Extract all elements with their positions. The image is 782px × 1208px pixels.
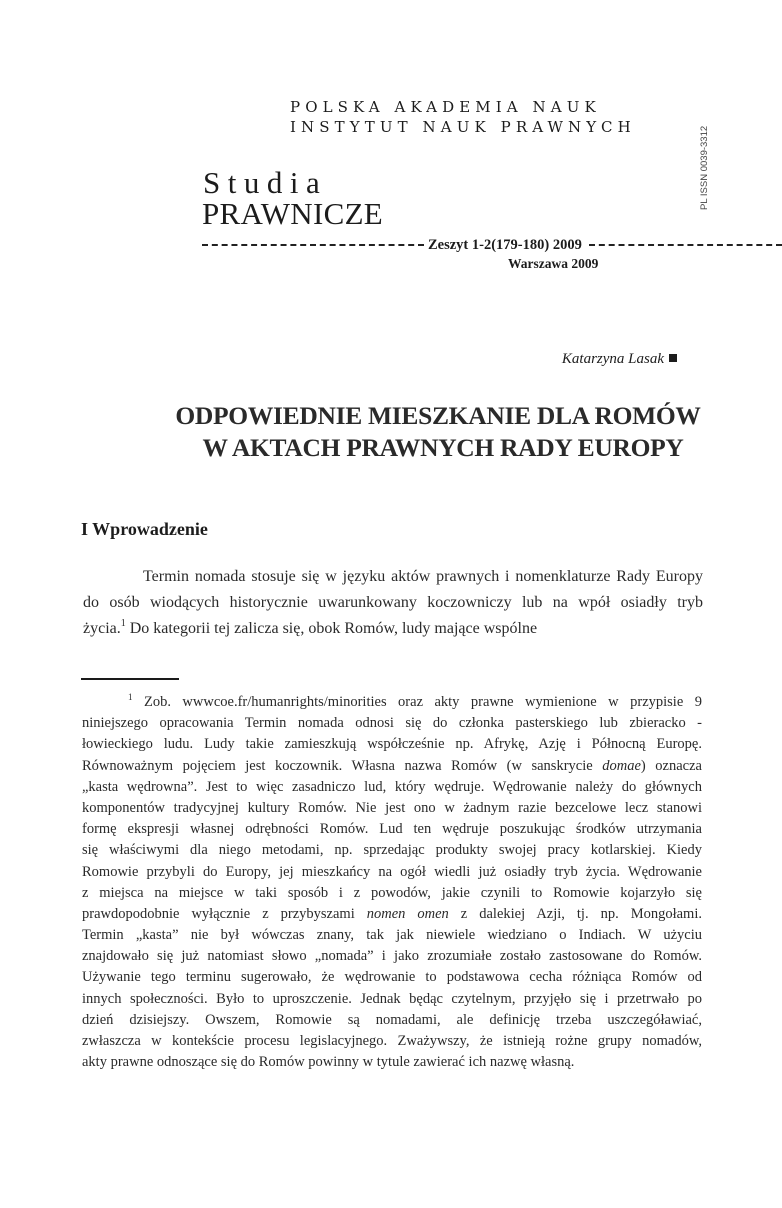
issue-row: [202, 235, 782, 255]
footnote-line: formę ekspresji własnej odrębności Romów. Lud ten wędruje poszukując środków utrzymania: [82, 821, 702, 838]
paragraph-line: życia.$^1$ Do kategorii tej zalicza się, obok Romów, ludy mające wspólne: [83, 618, 538, 637]
footnote: [82, 692, 702, 1073]
issn-label: [699, 110, 713, 210]
footnote-number: 1: [128, 692, 133, 702]
author-name: Katarzyna Lasak: [561, 351, 664, 367]
journal-title-word1: Studia: [203, 165, 328, 200]
footnote-separator: [81, 678, 179, 680]
footnote-line: znajdowało się już natomiast słowo „nomada” i jako zrozumiałe zostało zastosowane do Romów.: [82, 948, 702, 965]
footnote-line: akty prawne odnoszące się do Romów powinny w tytule zawierać ich nazwę własną.: [82, 1054, 575, 1071]
footnote-line: prawdopodobnie wyłącznie z przybyszami nomen omen z dalekiej Azji, tj. np. Mongołami.: [82, 905, 702, 922]
footnote-line: Romowie przybyli do Europy, jej mieszkańcy na ogół wiedli już osiadły tryb życia. Wędrowanie: [82, 863, 702, 880]
article-title-line2: W AKTACH PRAWNYCH RADY EUROPY: [202, 433, 684, 462]
dashed-rule-left: [202, 244, 424, 246]
footnote-line: innych społeczności. Było to uproszczenie. Jednak będąc czytelnym, przyjęło się i przetrwało po: [82, 990, 702, 1007]
author-byline: [562, 351, 677, 368]
footnote-line: niniejszego opracowania Termin nomada odnosi się do członka pasterskiego lub zbieracko -: [82, 715, 702, 732]
footnote-line: $^1$ Zob. wwwcoe.fr/humanrights/minorities oraz akty prawne wymienione w przypisie 9: [128, 692, 702, 710]
footnote-reference[interactable]: 1: [120, 618, 126, 629]
italic-term: domae: [602, 757, 641, 774]
article-title-line1: ODPOWIEDNIE MIESZKANIE DLA ROMÓW: [175, 401, 701, 430]
footnote-line: Używanie tego terminu sugerowało, że wędrowanie to podstawowa cecha różniąca Romów od: [82, 969, 702, 986]
place-year: Warszawa 2009: [508, 256, 599, 271]
institution-name: POLSKA AKADEMIA NAUK: [290, 98, 601, 116]
square-bullet-icon: [669, 354, 677, 362]
dashed-rule-right: [589, 244, 782, 246]
footnote-line: „kasta wędrowna”. Jest to więc zasadniczo lud, który wędruje. Wędrowanie należy do głównych: [82, 778, 702, 795]
paragraph-line: do osób wiodących historycznie uwarunkowany koczowniczy lub na wpół osiadły tryb: [83, 594, 703, 611]
footnote-line: dzień dzisiejszy. Owszem, Romowie są nomadami, ale definicję trzeba uszczegóławiać,: [82, 1011, 702, 1028]
footnote-line: łowieckiego ludu. Ludy takie zamieszkują współcześnie np. Afrykę, Azję i Północną Europę.: [82, 736, 702, 753]
footnote-line: się właściwymi dla niego metodami, np. sprzedając produkty swojej pracy kotlarskiej. Kiedy: [82, 842, 702, 859]
footnote-line: Równoważnym pojęciem jest koczownik. Własna nazwa Romów (w sanskrycie domae) oznacza: [82, 757, 702, 774]
paragraph-line: Termin nomada stosuje się w języku aktów prawnych i nomenklaturze Rady Europy: [143, 568, 703, 585]
footnote-line: z miejsca na miejsce w taki sposób i z powodów, jakie czynili to Romowie kojarzyło się: [82, 884, 702, 901]
italic-term: nomen omen: [366, 905, 449, 922]
section-heading: I Wprowadzenie: [81, 519, 208, 539]
institute-name: INSTYTUT NAUK PRAWNYCH: [290, 118, 636, 136]
issn-text: PL ISSN 0039-3312: [699, 125, 710, 210]
footnote-line: Termin „kasta” nie był wówczas znany, tak jak niewiele wiedziano o Indiach. W użyciu: [82, 927, 702, 944]
issue-number: Zeszyt 1-2(179-180) 2009: [428, 236, 582, 253]
footnote-line: zwłaszcza w kontekście procesu legislacyjnego. Zważywszy, że istnieją rożne grupy nomadów,: [82, 1033, 702, 1049]
journal-title-word2: PRAWNICZE: [202, 196, 384, 231]
footnote-line: komponentów tradycyjnej kultury Romów. Nie jest ono w żadnym razie bezcelowe lecz stanowi: [82, 799, 702, 816]
body-paragraph: [83, 564, 703, 642]
